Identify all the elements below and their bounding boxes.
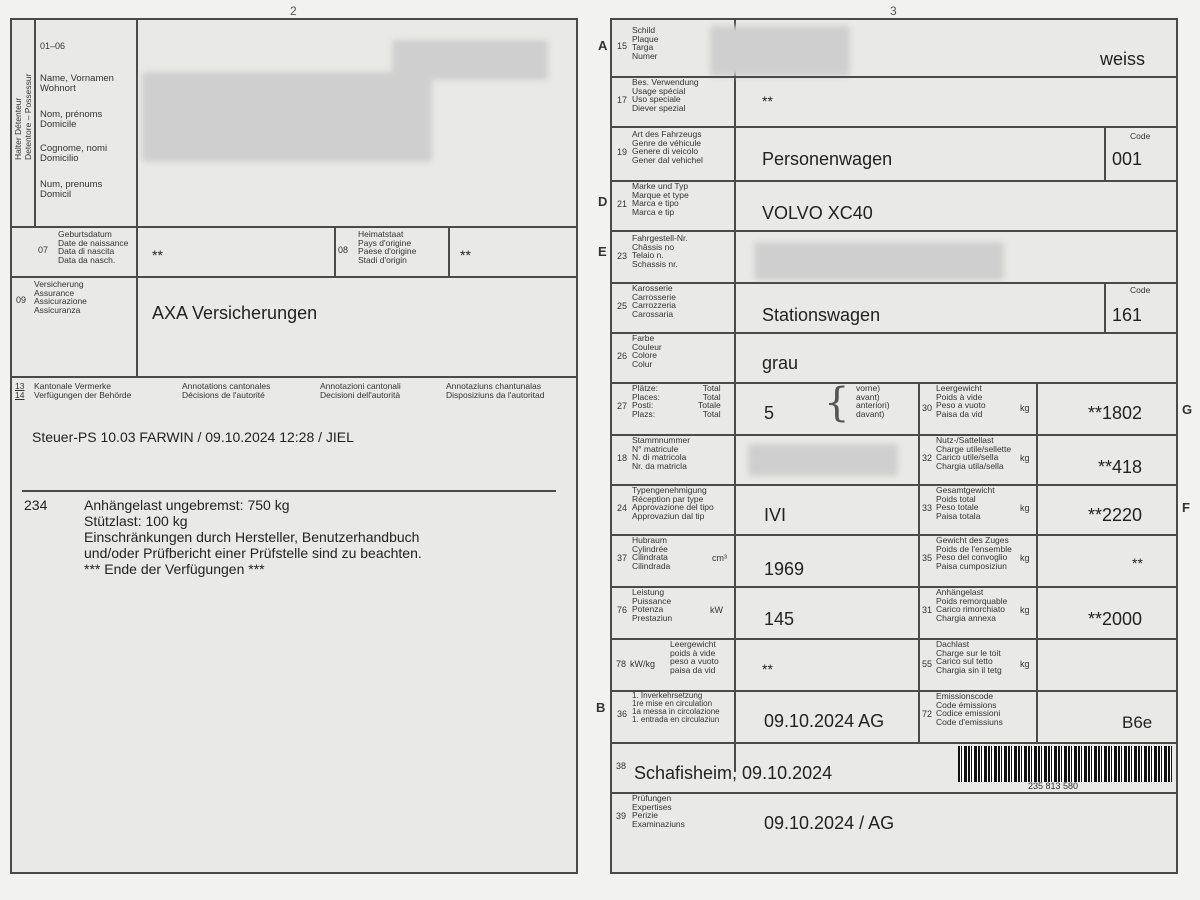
holder-side-label-2: Detentore – Possessur	[23, 73, 33, 160]
field-35-num: 35	[922, 553, 933, 563]
redacted-holder-name	[142, 72, 432, 162]
left-page	[10, 18, 578, 874]
field-27-num: 27	[617, 401, 628, 411]
field-33-unit: kg	[1020, 503, 1030, 513]
body-type-value: Stationswagen	[762, 305, 881, 325]
field-55-num: 55	[922, 659, 933, 669]
field-36-label: 1. Inverkehrsetzung 1re mise en circulation 1a messa in circolazione 1. entrada en circulaziun	[632, 691, 720, 724]
field-72-num: 72	[922, 709, 933, 719]
field-25-label: Karosserie Carrosserie Carrozzeria Carossaria	[632, 283, 676, 319]
plate-color-value: weiss	[1100, 49, 1146, 69]
field-76-num: 76	[617, 605, 628, 615]
field-55-unit: kg	[1020, 659, 1030, 669]
field-37-num: 37	[617, 553, 628, 563]
field-25-num: 25	[617, 301, 628, 311]
empty-weight-value: **1802	[1088, 403, 1143, 423]
field-15-label: Schild Plaque Targa Numer	[632, 25, 659, 61]
insurance-value: AXA Versicherungen	[152, 303, 318, 323]
emission-code-value: B6e	[1122, 713, 1153, 732]
field-30-num: 30	[922, 403, 933, 413]
field-18-label: Stammnummer N° matricule N. di matricola Nr. da matricla	[632, 435, 691, 471]
field-38-num: 38	[616, 761, 627, 771]
letter-d: D	[598, 194, 608, 209]
field-30-unit: kg	[1020, 403, 1030, 413]
holder-name-de: Name, Vornamen Wohnort	[40, 73, 114, 94]
place-date-value: Schafisheim, 09.10.2024	[634, 763, 833, 783]
field-36-num: 36	[617, 709, 628, 719]
field-32-label: Nutz-/Sattellast Charge utile/sellette Carico utile/sella Chargia utila/sella	[936, 435, 1012, 471]
color-value: grau	[762, 353, 799, 373]
field-23-label: Fahrgestell-Nr. Châssis no Telaio n. Schassis nr.	[632, 233, 688, 269]
brace-left: {	[824, 380, 850, 426]
field-37-unit: cm³	[712, 553, 727, 563]
field-76-label: Leistung Puissance Potenza Prestaziun	[632, 587, 673, 623]
field-09-label: Versicherung Assurance Assicurazione Assicuranza	[34, 279, 87, 315]
field-17-label: Bes. Verwendung Usage spécial Uso speciale Diever spezial	[632, 77, 699, 113]
field-26-num: 26	[617, 351, 628, 361]
holder-side-label: Halter Détenteur	[13, 97, 23, 160]
letter-f: F	[1182, 500, 1190, 515]
holder-name-it: Cognome, nomi Domicilio	[40, 143, 108, 164]
field-08-label: Heimatstaat Pays d'origine Paese d'origine Stadi d'origin	[358, 229, 417, 265]
body-type-code: 161	[1112, 305, 1143, 325]
field-32-unit: kg	[1020, 453, 1030, 463]
body-type-code-label: Code	[1130, 285, 1151, 295]
vehicle-type-code-label: Code	[1130, 131, 1151, 141]
field-26-label: Farbe Couleur Colore Colur	[632, 333, 662, 369]
displacement-value: 1969	[764, 559, 805, 579]
restriction-line-4: und/oder Prüfbericht einer Prüfstelle sind zu beachten.	[84, 545, 422, 561]
field-07-label: Geburtsdatum Date de naissance Data di nascita Data da nasch.	[58, 229, 129, 265]
annotations-de: Kantonale Vermerke Verfügungen der Behörde	[34, 381, 132, 400]
total-weight-value: **2220	[1088, 505, 1143, 525]
field-76-unit: kW	[710, 605, 723, 615]
field-32-num: 32	[922, 453, 933, 463]
page-number-left: 2	[290, 4, 297, 18]
letter-e: E	[598, 244, 607, 259]
barcode	[958, 746, 1172, 782]
annotations-rm: Annotaziuns chantunalas Disposiziuns da l'autoritad	[446, 381, 545, 400]
first-registration-value: 09.10.2024 AG	[764, 711, 885, 731]
field-78-num: 78	[616, 659, 627, 669]
annotations-fr: Annotations cantonales Décisions de l'autorité	[182, 381, 271, 400]
field-31-label: Anhängelast Poids remorquable Carico rimorchiato Chargia annexa	[936, 587, 1008, 623]
field-08-value: **	[460, 247, 471, 263]
redacted-plate	[710, 26, 850, 76]
field-78-label: Leergewicht poids à vide peso a vuoto paisa da vid	[670, 639, 719, 675]
field-35-unit: kg	[1020, 553, 1030, 563]
barcode-number: 235 813 580	[1028, 781, 1079, 791]
page-number-right: 3	[890, 4, 897, 18]
field-19-label: Art des Fahrzeugs Genre de véhicule Genere di veicolo Gener dal vehichel	[632, 129, 703, 165]
letter-b: B	[596, 700, 606, 715]
field-33-label: Gesamtgewicht Poids total Peso totale Paisa totala	[936, 485, 995, 521]
letter-g: G	[1182, 402, 1193, 417]
field-09-num: 09	[16, 295, 27, 305]
restriction-line-1: Anhängelast ungebremst: 750 kg	[84, 497, 290, 513]
power-weight-value: **	[762, 661, 773, 677]
field-07-num: 07	[38, 245, 49, 255]
field-33-num: 33	[922, 503, 933, 513]
field-72-label: Emissionscode Code émissions Codice emissioni Code d'emissiuns	[936, 691, 1003, 727]
field-27-label: Plätze: Places: Posti: Plazs:	[632, 383, 660, 419]
make-model-value: VOLVO XC40	[762, 203, 873, 223]
seats-value: 5	[764, 403, 775, 423]
field-39-num: 39	[616, 811, 627, 821]
vehicle-type-value: Personenwagen	[762, 149, 893, 169]
field-21-num: 21	[617, 199, 628, 209]
restriction-line-5: *** Ende der Verfügungen ***	[84, 561, 265, 577]
holder-name-fr: Nom, prénoms Domicile	[40, 109, 103, 130]
vehicle-type-code: 001	[1112, 149, 1143, 169]
front-seats-label: vorne) avant) anteriori) davant)	[856, 383, 890, 419]
field-13-14-num: 13 14	[15, 381, 25, 400]
letter-a: A	[598, 38, 608, 53]
trailer-load-value: **2000	[1088, 609, 1143, 629]
field-39-label: Prüfungen Expertises Perizie Examinaziuns	[632, 793, 685, 829]
field-37-label: Hubraum Cylindrée Cilindrata Cilindrada	[632, 535, 671, 571]
field-18-num: 18	[617, 453, 628, 463]
tax-note: Steuer-PS 10.03 FARWIN / 09.10.2024 12:28 / JIEL	[32, 429, 354, 445]
field-21-label: Marke und Typ Marque et type Marca e tipo Marca e tip	[632, 181, 689, 217]
redacted-matricule	[748, 444, 898, 476]
restriction-line-3: Einschränkungen durch Hersteller, Benutzerhandbuch	[84, 529, 420, 545]
field-01-06-num: 01–06	[40, 41, 66, 51]
field-19-num: 19	[617, 147, 628, 157]
field-24-num: 24	[617, 503, 628, 513]
code-234: 234	[24, 497, 48, 513]
annotations-it: Annotazioni cantonali Decisioni dell'autorità	[320, 381, 401, 400]
right-page	[610, 18, 1178, 874]
field-30-label: Leergewicht Poids à vide Peso a vuoto Paisa da vid	[936, 383, 986, 419]
inspection-value: 09.10.2024 / AG	[764, 813, 895, 833]
field-17-num: 17	[617, 95, 628, 105]
type-approval-value: IVI	[764, 505, 787, 525]
holder-name-rm: Num, prenums Domicil	[40, 179, 103, 200]
field-31-num: 31	[922, 605, 933, 615]
field-24-label: Typengenehmigung Réception par type Approvazione del tipo Approvaziun dal tip	[632, 485, 714, 521]
field-35-label: Gewicht des Zuges Poids de l'ensemble Peso del convoglio Paisa cumposiziun	[936, 535, 1012, 571]
payload-value: **418	[1098, 457, 1143, 477]
field-07-value: **	[152, 247, 163, 263]
field-27-label-total: Total Total Totale Total	[698, 383, 721, 419]
field-78-unit: kW/kg	[630, 659, 656, 669]
field-55-label: Dachlast Charge sur le toit Carico sul tetto Chargia sin il tetg	[936, 639, 1002, 675]
field-08-num: 08	[338, 245, 349, 255]
power-value: 145	[764, 609, 795, 629]
redacted-chassis	[754, 242, 1004, 280]
field-23-num: 23	[617, 251, 628, 261]
field-31-unit: kg	[1020, 605, 1030, 615]
special-use-value: **	[762, 93, 773, 109]
restriction-line-2: Stützlast: 100 kg	[84, 513, 188, 529]
field-15-num: 15	[617, 41, 628, 51]
train-weight-value: **	[1132, 555, 1143, 571]
